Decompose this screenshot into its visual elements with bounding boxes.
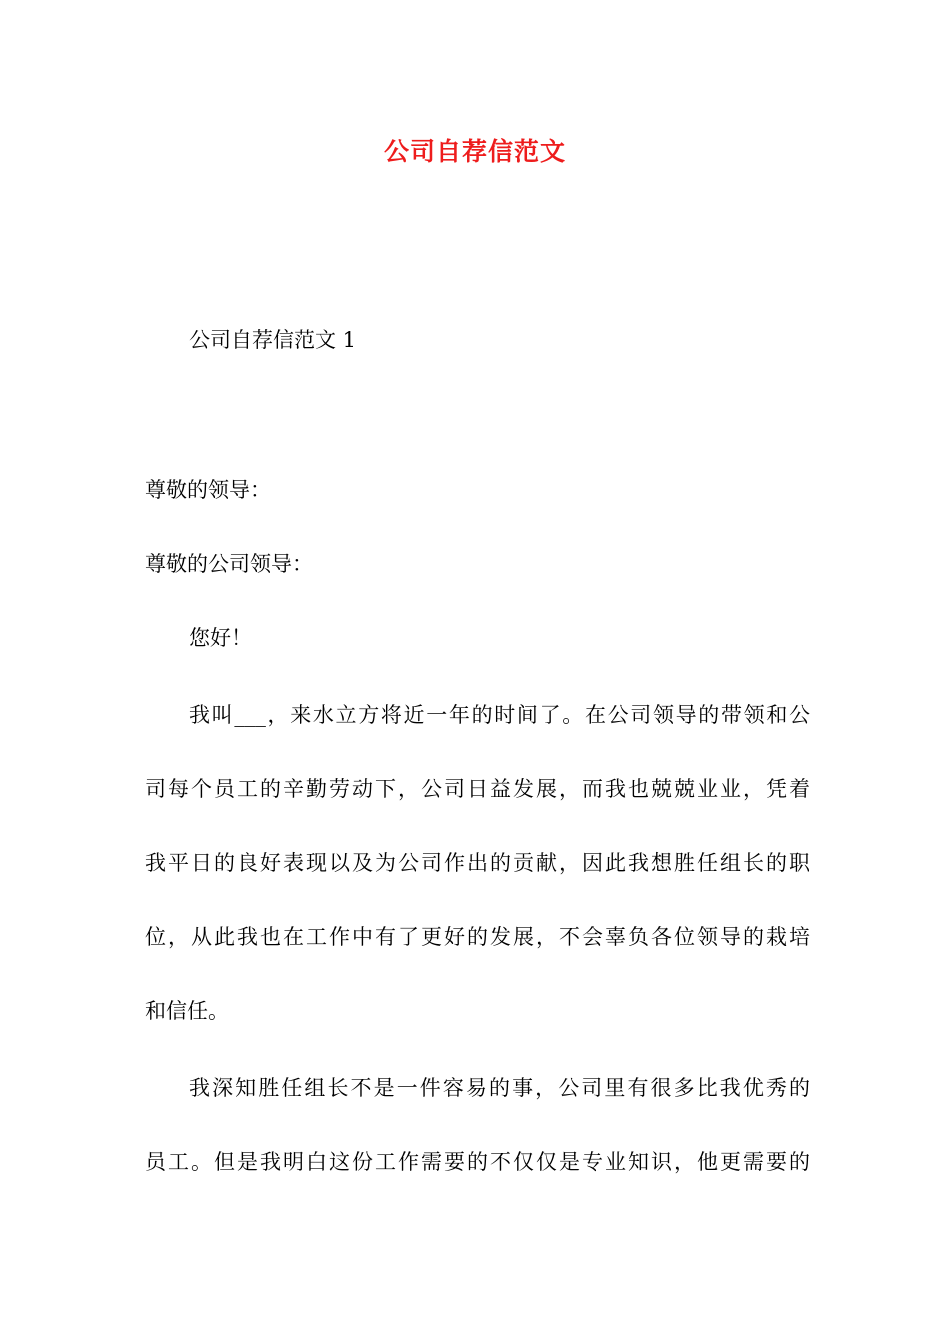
paragraph-line: 我叫___，来水立方将近一年的时间了。在公司领导的带领和公 [189,703,810,727]
paragraph-line: 位，从此我也在工作中有了更好的发展，不会辜负各位领导的栽培 [145,925,810,949]
paragraph-line: 司每个员工的辛勤劳动下，公司日益发展，而我也兢兢业业，凭着 [145,777,810,801]
paragraph-line: 我深知胜任组长不是一件容易的事，公司里有很多比我优秀的 [189,1076,810,1100]
section-heading: 公司自荐信范文 1 [189,328,357,352]
paragraph-line: 我平日的良好表现以及为公司作出的贡献，因此我想胜任组长的职 [145,851,810,875]
paragraph-line: 员工。但是我明白这份工作需要的不仅仅是专业知识，他更需要的 [145,1150,810,1174]
document-title: 公司自荐信范文 [383,137,566,166]
greeting-line: 您好！ [189,626,252,650]
salutation-line: 尊敬的公司领导： [145,552,313,576]
salutation-line: 尊敬的领导： [145,478,271,502]
paragraph-line: 和信任。 [145,999,229,1023]
